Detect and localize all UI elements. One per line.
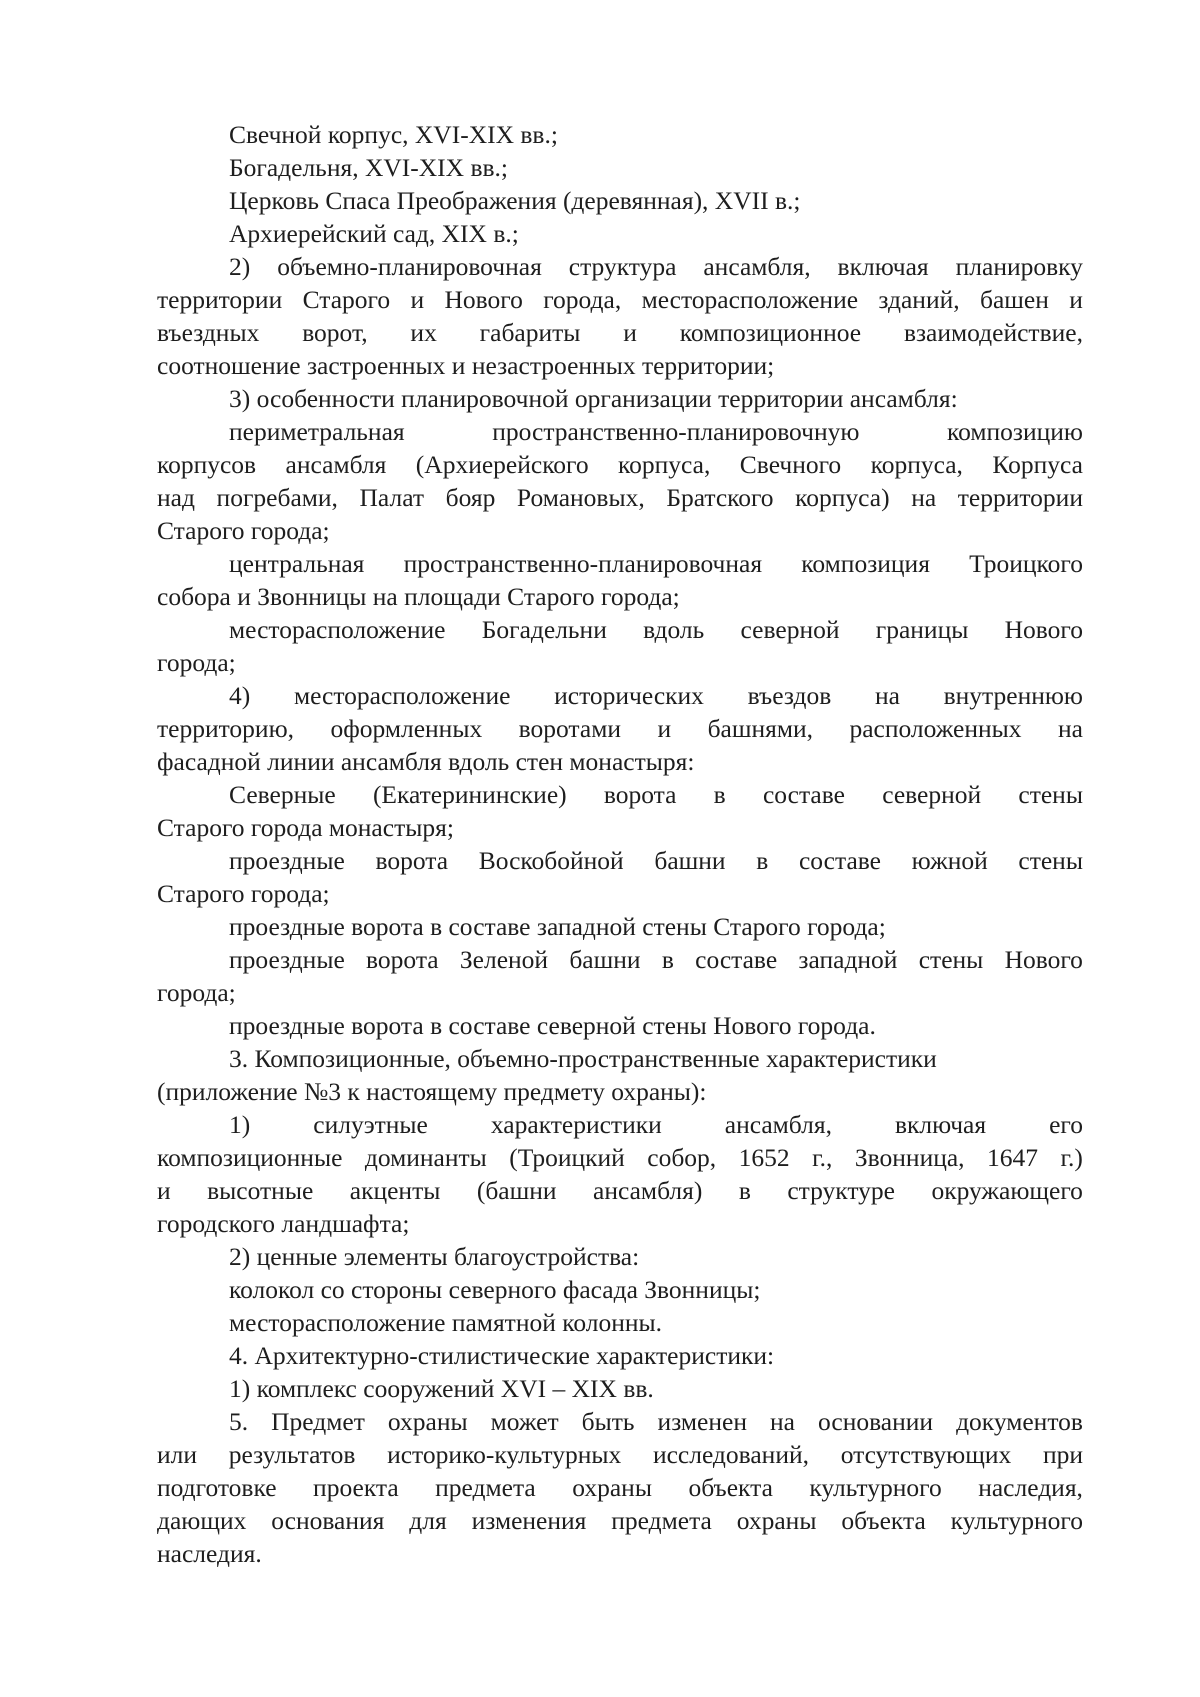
word: Корпуса — [992, 450, 1083, 479]
word: структуре — [787, 1176, 895, 1205]
word: композиционное — [679, 318, 862, 347]
text-line: Старого города; — [157, 879, 330, 908]
word: составе — [798, 846, 881, 875]
word: объекта — [841, 1506, 926, 1535]
word: композиционные — [157, 1143, 343, 1172]
text-line — [157, 778, 1083, 811]
word: изменен — [657, 1407, 747, 1436]
word: Предмет — [271, 1407, 365, 1436]
word: может — [490, 1407, 559, 1436]
word: города, — [543, 285, 622, 314]
word: месторасположение — [229, 615, 446, 644]
word: 5. — [229, 1407, 249, 1436]
word: Палат — [359, 483, 425, 512]
word: ансамбля) — [593, 1176, 703, 1205]
word: на — [874, 681, 900, 710]
word: корпусов — [157, 450, 257, 479]
word: ворота — [375, 846, 449, 875]
word: и — [410, 285, 425, 314]
text-line — [157, 844, 1083, 877]
word: над — [157, 483, 195, 512]
word: башнями, — [707, 714, 814, 743]
text-line — [157, 1471, 1083, 1504]
text-line: 4. Архитектурно-стилистические характеристики: — [229, 1341, 775, 1370]
word: собор, — [647, 1143, 717, 1172]
word: воротами — [518, 714, 621, 743]
word: стены — [1018, 780, 1083, 809]
word: 1652 — [738, 1143, 790, 1172]
word: (башни — [476, 1176, 557, 1205]
word: изменения — [471, 1506, 587, 1535]
text-line — [157, 1438, 1083, 1471]
word: окружающего — [931, 1176, 1083, 1205]
word: территорию, — [157, 714, 294, 743]
word: в — [661, 945, 674, 974]
word: ансамбля — [285, 450, 387, 479]
text-line — [157, 1504, 1083, 1537]
word: территории — [957, 483, 1083, 512]
word: его — [1049, 1110, 1083, 1139]
text-line: 3. Композиционные, объемно-пространственные характеристики — [229, 1044, 937, 1073]
word: г., — [812, 1143, 833, 1172]
word: подготовке — [157, 1473, 277, 1502]
word: башни — [569, 945, 641, 974]
word: основании — [817, 1407, 934, 1436]
word: центральная — [229, 549, 365, 578]
text-line: проездные ворота в составе западной стены Старого города; — [229, 912, 886, 941]
text-line — [157, 1141, 1083, 1174]
word: предмета — [611, 1506, 712, 1535]
text-line: Церковь Спаса Преображения (деревянная), XVII в.; — [229, 186, 801, 215]
text-line: колокол со стороны северного фасада Звонницы; — [229, 1275, 761, 1304]
word: охраны — [736, 1506, 817, 1535]
word: дающих — [157, 1506, 247, 1535]
word: Братского — [666, 483, 774, 512]
word: объемно-планировочная — [277, 252, 542, 281]
text-line — [157, 712, 1083, 745]
word: г.) — [1060, 1143, 1083, 1172]
text-line — [157, 1174, 1083, 1207]
word: периметральная — [229, 417, 405, 446]
word: охраны — [572, 1473, 652, 1502]
word: 2) — [229, 252, 251, 281]
word: характеристики — [490, 1110, 662, 1139]
word: или — [157, 1440, 198, 1469]
word: Северные — [229, 780, 336, 809]
word: на — [770, 1407, 795, 1436]
word: пространственно-планировочная — [403, 549, 763, 578]
text-line: Богадельня, XVI-XIX вв.; — [229, 153, 508, 182]
word: вдоль — [643, 615, 705, 644]
word: ворота — [366, 945, 439, 974]
text-line — [157, 613, 1083, 646]
text-line — [157, 481, 1083, 514]
word: включая — [837, 252, 929, 281]
word: составе — [695, 945, 778, 974]
text-line: месторасположение памятной колонны. — [229, 1308, 663, 1337]
word: при — [1042, 1440, 1083, 1469]
text-line: Свечной корпус, XVI-XIX вв.; — [229, 120, 558, 149]
word: для — [409, 1506, 447, 1535]
text-line: проездные ворота в составе северной стены Нового города. — [229, 1011, 876, 1040]
word: 4) — [229, 681, 251, 710]
word: северной — [882, 780, 982, 809]
text-line — [157, 1405, 1083, 1438]
word: историко-культурных — [387, 1440, 622, 1469]
text-line: 2) ценные элементы благоустройства: — [229, 1242, 640, 1271]
text-line — [157, 943, 1083, 976]
word: Свечного — [739, 450, 842, 479]
word: планировку — [955, 252, 1083, 281]
word: в — [738, 1176, 751, 1205]
word: башен — [980, 285, 1049, 314]
word: включая — [894, 1110, 987, 1139]
word: ворот, — [302, 318, 368, 347]
word: их — [410, 318, 437, 347]
word: высотные — [207, 1176, 314, 1205]
text-line: (приложение №3 к настоящему предмету охраны): — [157, 1077, 707, 1106]
word: северной — [740, 615, 840, 644]
word: исследований, — [652, 1440, 809, 1469]
text-line — [157, 1108, 1083, 1141]
text-line — [157, 250, 1083, 283]
word: на — [911, 483, 937, 512]
word: композицию — [947, 417, 1083, 446]
word: внутреннюю — [943, 681, 1083, 710]
text-line: Архиерейский сад, XIX в.; — [229, 219, 519, 248]
word: акценты — [349, 1176, 441, 1205]
word: взаимодействие, — [903, 318, 1083, 347]
word: корпуса, — [618, 450, 711, 479]
word: Нового — [1004, 615, 1083, 644]
word: Воскобойной — [478, 846, 624, 875]
word: южной — [911, 846, 988, 875]
word: Троицкого — [969, 549, 1083, 578]
word: Старого — [302, 285, 391, 314]
word: Богадельни — [481, 615, 607, 644]
word: въездов — [747, 681, 832, 710]
word: месторасположение — [293, 681, 511, 710]
word: башни — [654, 846, 726, 875]
word: территории — [157, 285, 283, 314]
word: месторасположение — [641, 285, 859, 314]
word: доминанты — [364, 1143, 487, 1172]
word: композиция — [801, 549, 930, 578]
word: проекта — [313, 1473, 399, 1502]
word: зданий, — [878, 285, 960, 314]
word: западной — [798, 945, 898, 974]
text-line — [157, 283, 1083, 316]
text-line: Старого города монастыря; — [157, 813, 454, 842]
word: и — [657, 714, 672, 743]
word: в — [713, 780, 726, 809]
word: проездные — [229, 945, 345, 974]
text-line: соотношение застроенных и незастроенных территории; — [157, 351, 775, 380]
text-line: фасадной линии ансамбля вдоль стен монастыря: — [157, 747, 695, 776]
word: объекта — [688, 1473, 773, 1502]
text-line: наследия. — [157, 1539, 262, 1568]
word: Романовых, — [516, 483, 645, 512]
word: бояр — [445, 483, 496, 512]
word: и — [157, 1176, 171, 1205]
word: корпуса) — [795, 483, 890, 512]
word: стены — [1018, 846, 1083, 875]
text-line: Старого города; — [157, 516, 330, 545]
text-line: 3) особенности планировочной организации территории ансамбля: — [229, 384, 958, 413]
word: составе — [762, 780, 845, 809]
word: структура — [568, 252, 677, 281]
word: культурного — [950, 1506, 1083, 1535]
word: ворота — [603, 780, 677, 809]
word: Звонница, — [854, 1143, 965, 1172]
word: проездные — [229, 846, 345, 875]
text-line — [157, 448, 1083, 481]
word: результатов — [228, 1440, 356, 1469]
word: погребами, — [216, 483, 338, 512]
word: корпуса, — [870, 450, 963, 479]
word: основания — [271, 1506, 385, 1535]
word: расположенных — [849, 714, 1022, 743]
text-line — [157, 547, 1083, 580]
word: и — [1069, 285, 1083, 314]
word: (Екатерининские) — [372, 780, 567, 809]
word: в — [756, 846, 769, 875]
word: пространственно-планировочную — [492, 417, 860, 446]
text-line: 1) комплекс сооружений XVI – XIX вв. — [229, 1374, 654, 1403]
word: предмета — [435, 1473, 536, 1502]
word: (Троицкий — [509, 1143, 625, 1172]
word: отсутствующих — [840, 1440, 1012, 1469]
text-line — [157, 316, 1083, 349]
text-line: городского ландшафта; — [157, 1209, 410, 1238]
text-line: собора и Звонницы на площади Старого города; — [157, 582, 680, 611]
word: документов — [956, 1407, 1083, 1436]
word: наследия, — [978, 1473, 1083, 1502]
word: Нового — [444, 285, 523, 314]
word: силуэтные — [313, 1110, 428, 1139]
text-line — [157, 415, 1083, 448]
document-page — [157, 118, 1083, 1570]
word: исторических — [554, 681, 704, 710]
text-line: города; — [157, 978, 236, 1007]
word: охраны — [387, 1407, 468, 1436]
text-line: города; — [157, 648, 236, 677]
word: Нового — [1004, 945, 1083, 974]
word: въездных — [157, 318, 260, 347]
word: границы — [875, 615, 969, 644]
word: Зеленой — [459, 945, 549, 974]
text-line — [157, 679, 1083, 712]
word: быть — [581, 1407, 635, 1436]
word: культурного — [809, 1473, 942, 1502]
word: 1) — [229, 1110, 251, 1139]
word: (Архиерейского — [415, 450, 589, 479]
word: на — [1058, 714, 1083, 743]
word: стены — [918, 945, 984, 974]
word: габариты — [479, 318, 581, 347]
word: ансамбля, — [703, 252, 811, 281]
word: ансамбля, — [724, 1110, 832, 1139]
word: 1647 — [987, 1143, 1039, 1172]
word: оформленных — [330, 714, 483, 743]
word: и — [623, 318, 637, 347]
